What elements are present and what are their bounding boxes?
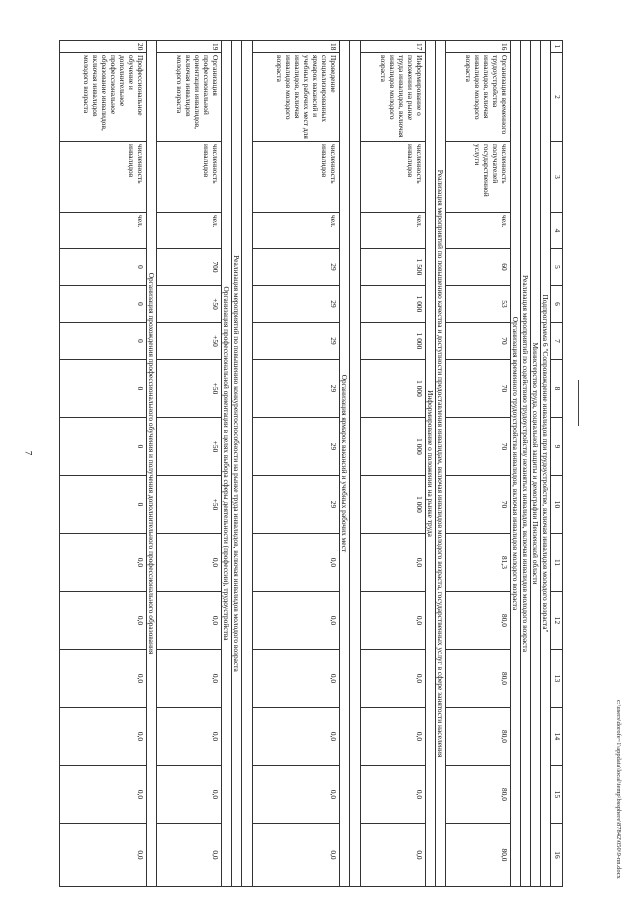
col-number: 9 (551, 418, 563, 476)
row-value: 0,0 (157, 708, 222, 766)
blank-divider-row (350, 41, 361, 887)
row-value: 0,0 (361, 592, 426, 650)
col-number: 11 (551, 534, 563, 592)
row-value: 70 (446, 360, 511, 418)
row-value: 0,0 (253, 592, 340, 650)
row-value: 0 (60, 323, 147, 360)
row-value: 29 (253, 476, 340, 534)
row-number: 19 (157, 41, 222, 53)
col-number: 1 (551, 41, 563, 53)
row-value: 80,0 (446, 708, 511, 766)
row-value: 0,0 (60, 766, 147, 824)
footer-file-path: c:\users\dorofe~1\appdata\local\temp\bssphere\87842\050\9-nn.docx (615, 700, 622, 879)
table-rotation-wrapper (82, 40, 563, 885)
row-value: 29 (253, 323, 340, 360)
row-value: 0,0 (157, 650, 222, 708)
rotated-table-sheet (82, 40, 563, 885)
row-value: 60 (446, 249, 511, 286)
row-value: 29 (253, 360, 340, 418)
row-value: 0 (60, 360, 147, 418)
row-value: 53 (446, 286, 511, 323)
row-name: Проведение специализированных ярмарок вакансий и учебных рабочих мест для инвалидов, включая инвалидов молодого возраста (253, 53, 340, 142)
row-value: 0,0 (361, 708, 426, 766)
row-value: 0,0 (157, 766, 222, 824)
row-value: 70 (446, 418, 511, 476)
col-number: 5 (551, 249, 563, 286)
footnote-rule (578, 380, 579, 426)
row-value: 0,0 (60, 650, 147, 708)
row-unit: чел. (157, 213, 222, 249)
row-value: 0,0 (253, 650, 340, 708)
table-row (446, 41, 511, 887)
row-value: 1 000 (361, 286, 426, 323)
row-value: 0,0 (60, 708, 147, 766)
table-row (361, 41, 426, 887)
row-value: 0 (60, 249, 147, 286)
row-value: 0,0 (361, 650, 426, 708)
row-value: 1 000 (361, 323, 426, 360)
row-value: 81,3 (446, 534, 511, 592)
row-unit: чел. (253, 213, 340, 249)
row-name: Профессиональное обучение и дополнительное профессиональное образование инвалидов, включая инвалидов молодого возраста (60, 53, 147, 142)
row-value: 29 (253, 418, 340, 476)
row-indicator: численность инвалидов (157, 142, 222, 213)
section-heading: Реализация мероприятий по содействию трудоустройству незанятых инвалидов, включая инвалидов молодого возраста (521, 41, 531, 887)
row-value: 0,0 (361, 824, 426, 887)
row-value: +50 (157, 360, 222, 418)
subsection-heading: Организация прохождения профессионального обучения и получения дополнительного профессионального образования (147, 41, 157, 887)
row-number: 18 (253, 41, 340, 53)
col-number: 4 (551, 213, 563, 249)
col-number: 8 (551, 360, 563, 418)
col-number: 6 (551, 286, 563, 323)
blank-divider-row (242, 41, 253, 887)
column-number-row (551, 41, 563, 887)
row-indicator: численность инвалидов (60, 142, 147, 213)
subsection-heading: Организация ярмарок вакансий и учебных рабочих мест (340, 41, 350, 887)
table-row (60, 41, 147, 887)
row-value: 0,0 (253, 766, 340, 824)
row-value: 80,0 (446, 650, 511, 708)
row-value: 70 (446, 476, 511, 534)
subsection-heading: Информирование о положении на рынке труда (426, 41, 436, 887)
row-unit: чел. (361, 213, 426, 249)
row-value: 0,0 (361, 534, 426, 592)
row-value: 1 500 (361, 249, 426, 286)
col-number: 15 (551, 766, 563, 824)
col-number: 10 (551, 476, 563, 534)
section-heading: Реализация мероприятий по повышению конкурентоспособности на рынке труда инвалидов, включая инвалидов молодого возраста (232, 41, 242, 887)
row-value: 70 (446, 323, 511, 360)
table-row (157, 41, 222, 887)
row-number: 17 (361, 41, 426, 53)
row-value: +50 (157, 323, 222, 360)
row-number: 16 (446, 41, 511, 53)
row-indicator: численность получателей государственной услуги (446, 142, 511, 213)
row-value: +50 (157, 286, 222, 323)
row-name: Информирование о положении на рынке труда инвалидов, включая инвалидов молодого возраста (361, 53, 426, 142)
page-number: 7 (23, 450, 34, 456)
table-row (253, 41, 340, 887)
subsection-heading: Организация временного трудоустройства инвалидов, включая инвалидов молодого возраста (511, 41, 521, 887)
row-value: 80,0 (446, 824, 511, 887)
col-number: 12 (551, 592, 563, 650)
row-value: 29 (253, 286, 340, 323)
row-value: 1 000 (361, 418, 426, 476)
row-value: +50 (157, 476, 222, 534)
row-value: 0,0 (253, 534, 340, 592)
col-number: 13 (551, 650, 563, 708)
row-name: Организация профессиональной ориентации инвалидов, включая инвалидов молодого возраста (157, 53, 222, 142)
row-number: 20 (60, 41, 147, 53)
row-value: 1 000 (361, 360, 426, 418)
ministry-title: Министерство труда, социальной защиты и демографии Пензенской области (531, 41, 541, 887)
col-number: 3 (551, 142, 563, 213)
row-value: 0,0 (60, 592, 147, 650)
row-value: 80,0 (446, 766, 511, 824)
row-value: 1 000 (361, 476, 426, 534)
row-indicator: численность инвалидов (253, 142, 340, 213)
row-value: 0 (60, 418, 147, 476)
row-value: 0 (60, 286, 147, 323)
subsection-heading: Организация профессиональной ориентации в целях выбора сферы деятельности (профессии), трудоустройства (222, 41, 232, 887)
row-value: 0,0 (60, 824, 147, 887)
indicators-table (59, 40, 563, 887)
row-name: Организация временного трудоустройства инвалидов, включая инвалидов молодого возраста (446, 53, 511, 142)
row-value: 0,0 (253, 708, 340, 766)
row-value: 700 (157, 249, 222, 286)
row-value: +50 (157, 418, 222, 476)
row-indicator: численность инвалидов (361, 142, 426, 213)
col-number: 14 (551, 708, 563, 766)
col-number: 2 (551, 53, 563, 142)
col-number: 7 (551, 323, 563, 360)
row-value: 0,0 (60, 534, 147, 592)
section-heading: Реализация мероприятий по повышению качества и доступности предоставления инвалидам, включая инвалидов молодого возраста, государственных услуг в сфере занятости населения (436, 41, 446, 887)
row-value: 0 (60, 476, 147, 534)
row-value: 0,0 (361, 766, 426, 824)
row-unit: чел. (446, 213, 511, 249)
subprogram-title: Подпрограмма 6 "Сопровождение инвалидов при трудоустройстве, включая инвалидов молодого возраста" (541, 41, 551, 887)
row-value: 0,0 (157, 534, 222, 592)
row-value: 80,0 (446, 592, 511, 650)
row-value: 0,0 (157, 592, 222, 650)
row-value: 0,0 (253, 824, 340, 887)
row-value: 29 (253, 249, 340, 286)
col-number: 16 (551, 824, 563, 887)
row-value: 0,0 (157, 824, 222, 887)
row-unit: чел. (60, 213, 147, 249)
